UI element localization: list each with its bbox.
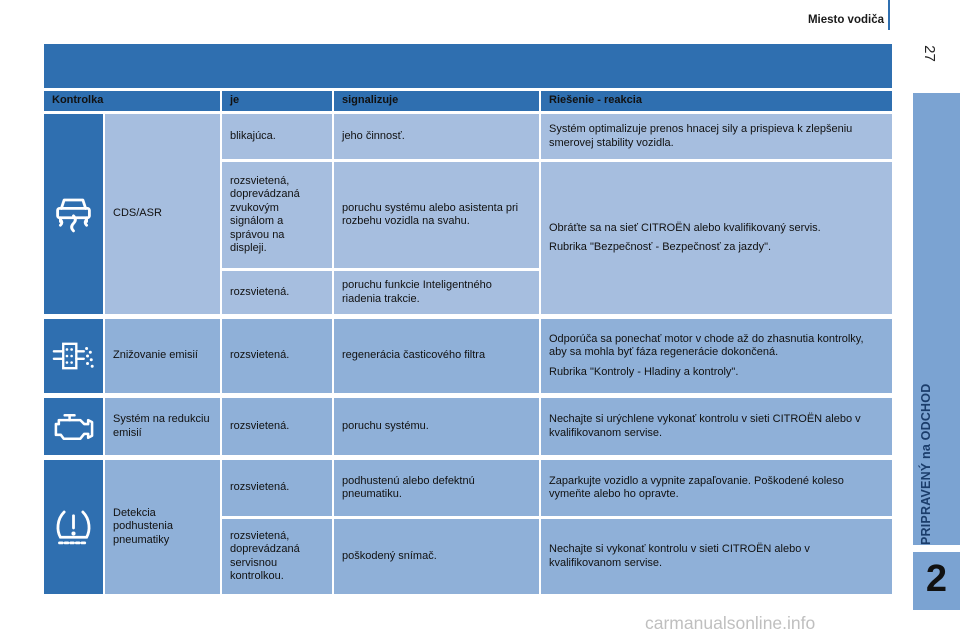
cds-asr-state-1: blikajúca. (222, 114, 332, 159)
emissions-name: Znižovanie emisií (105, 319, 220, 393)
cds-asr-name: CDS/ASR (105, 114, 220, 314)
cds-asr-state-2: rozsvietená, doprevádzaná zvukovým signálom a správou na displeji. (222, 162, 332, 268)
solution-text: Nechajte si vykonať kontrolu v sieti CITROËN alebo v kvalifikovanom servise. (549, 543, 810, 569)
emission-system-state: rozsvietená. (222, 398, 332, 455)
header-signalizuje: signalizuje (334, 91, 539, 111)
header-je: je (222, 91, 332, 111)
watermark: carmanualsonline.info (645, 613, 816, 633)
cds-asr-icon-cell (44, 114, 103, 314)
tyre-state-1: rozsvietená. (222, 460, 332, 516)
title-rule (888, 0, 890, 30)
cds-asr-state-3: rozsvietená. (222, 271, 332, 314)
tyre-solution-1 (541, 460, 892, 516)
solution-text: Odporúča sa ponechať motor v chode až do zhasnutia kontrolky, aby sa mohla byť fáza regenerácie dokončená. (549, 332, 864, 359)
tyre-signal-1: podhustenú alebo defektnú pneumatiku. (334, 460, 539, 516)
solution-reference: Rubrika "Bezpečnosť - Bezpečnosť za jazdy". (549, 241, 772, 253)
header-riesenie: Riešenie - reakcia (541, 91, 892, 111)
emissions-icon-cell (44, 319, 103, 393)
solution-text: Zaparkujte vozidlo a vypnite zapaľovanie. Poškodené koleso vymeňte alebo ho opravte. (549, 474, 844, 500)
cds-asr-signal-1: jeho činnosť. (334, 114, 539, 159)
cds-asr-solution-1 (541, 114, 892, 159)
chapter-number: 2 (925, 558, 948, 600)
solution-reference: Rubrika "Kontroly - Hladiny a kontroly". (549, 365, 739, 378)
page-number: 27 (920, 45, 938, 62)
tyre-detection-name: Detekcia podhustenia pneumatiky (105, 460, 220, 594)
emission-system-solution (541, 398, 892, 455)
tyre-state-2: rozsvietená, doprevádzaná servisnou kontrolkou. (222, 519, 332, 594)
emissions-signal: regenerácia časticového filtra (334, 319, 539, 393)
chapter-number-box (913, 552, 960, 610)
tyre-icon-cell (44, 460, 103, 594)
solution-text: Obráťte sa na sieť CITROËN alebo kvalifikovaný servis. (549, 221, 821, 234)
skidding-car-icon (52, 192, 95, 236)
emissions-state: rozsvietená. (222, 319, 332, 393)
emission-system-signal: poruchu systému. (334, 398, 539, 455)
header-kontrolka: Kontrolka (44, 91, 220, 111)
chapter-side-label: PRIPRAVENÝ na ODCHOD (919, 383, 933, 545)
cds-asr-signal-3: poruchu funkcie Inteligentného riadenia trakcie. (334, 271, 539, 314)
tyre-pressure-icon (52, 506, 95, 548)
tyre-signal-2: poškodený snímač. (334, 519, 539, 594)
warning-lights-table (44, 44, 892, 596)
table-top-band (44, 44, 892, 88)
cds-asr-signal-2: poruchu systému alebo asistenta pri rozbehu vozidla na svahu. (334, 162, 539, 268)
solution-text: Systém optimalizuje prenos hnacej sily a prispieva k zlepšeniu smerovej stability vozidla. (549, 123, 853, 149)
engine-icon-cell (44, 398, 103, 455)
solution-text: Nechajte si urýchlene vykonať kontrolu v sieti CITROËN alebo v kvalifikovanom servise. (549, 413, 861, 439)
emissions-solution (541, 319, 892, 393)
particle-filter-icon (52, 339, 95, 373)
engine-icon (52, 411, 95, 443)
tyre-solution-2 (541, 519, 892, 594)
section-title: Miesto vodiča (807, 14, 884, 26)
cds-asr-solution-2 (541, 162, 892, 314)
emission-system-name: Systém na redukciu emisií (105, 398, 220, 455)
